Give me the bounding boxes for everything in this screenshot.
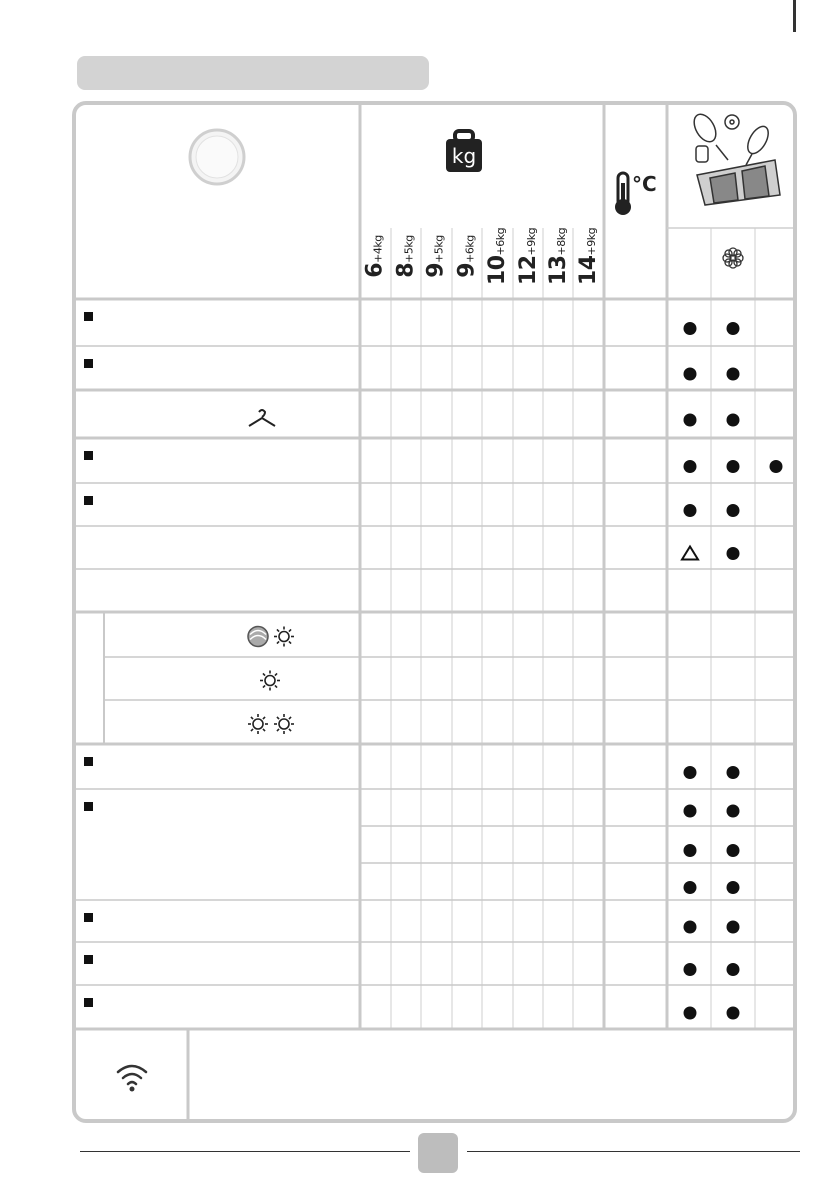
mark-dot [684, 460, 697, 473]
wifi-icon [118, 1066, 146, 1092]
detergent-drawer-icon [690, 111, 780, 205]
row-bullet [84, 802, 93, 811]
load-capacity-label [422, 221, 452, 291]
load-main: 10 [485, 254, 511, 285]
mark-dot [727, 547, 740, 560]
row-bullet [84, 998, 93, 1007]
load-unit: kg [433, 234, 447, 248]
row-bullet [84, 757, 93, 766]
load-main: 12 [516, 254, 542, 285]
load-capacity-label [453, 221, 483, 291]
mark-dot [727, 322, 740, 335]
mark-dot [684, 368, 697, 381]
load-unit: kg [494, 227, 508, 240]
load-unit: kg [372, 234, 386, 248]
load-unit: kg [525, 227, 539, 240]
row-bullet [84, 312, 93, 321]
load-capacity-label [574, 221, 604, 291]
row-bullet [84, 496, 93, 505]
load-sub: +6 [464, 247, 478, 263]
mark-dot [684, 921, 697, 934]
row-bullet [84, 955, 93, 964]
row-bullet [84, 913, 93, 922]
mark-dot [727, 460, 740, 473]
mark-dot [727, 766, 740, 779]
mark-dot [727, 414, 740, 427]
knob-icon [190, 130, 244, 184]
sun-icon [274, 714, 294, 734]
row-bullet [84, 451, 93, 460]
mark-dot [727, 921, 740, 934]
load-capacity-label [483, 221, 513, 291]
footer-rule-right [467, 1151, 800, 1152]
mark-dot [684, 766, 697, 779]
load-main: 9 [455, 262, 481, 278]
load-capacity-label [514, 221, 544, 291]
page-number-tab [418, 1133, 458, 1173]
load-capacity-label [544, 221, 574, 291]
weight-unit-label: kg [451, 144, 477, 168]
footer-rule-left [80, 1151, 410, 1152]
load-sub: +5 [433, 247, 447, 263]
wool-icon [248, 627, 268, 647]
mark-dot [727, 805, 740, 818]
temperature-unit-label: °C [632, 172, 657, 196]
mark-dot [684, 963, 697, 976]
load-capacity-label [392, 221, 422, 291]
mark-dot [684, 844, 697, 857]
row-bullet [84, 359, 93, 368]
mark-dot [684, 805, 697, 818]
load-sub: +9 [585, 239, 599, 255]
mark-dot [684, 504, 697, 517]
load-sub: +4 [372, 247, 386, 263]
sun-icon [248, 714, 268, 734]
mark-dot [684, 322, 697, 335]
load-main: 13 [546, 254, 572, 285]
load-sub: +8 [555, 239, 569, 255]
mark-dot [727, 504, 740, 517]
hanger-icon [249, 410, 275, 426]
load-unit: kg [555, 227, 569, 240]
mark-dot [727, 844, 740, 857]
mark-dot [727, 881, 740, 894]
mark-dot [727, 1007, 740, 1020]
load-sub: +5 [403, 247, 417, 263]
load-unit: kg [464, 234, 478, 248]
mark-dot [727, 368, 740, 381]
load-capacity-label [361, 221, 391, 291]
thermometer-icon [615, 173, 631, 215]
mark-dot [727, 963, 740, 976]
mark-dot [770, 460, 783, 473]
mark-dot [684, 414, 697, 427]
load-main: 9 [424, 262, 450, 278]
load-sub: +9 [525, 239, 539, 255]
mark-dot [684, 881, 697, 894]
sun-icon [274, 627, 294, 647]
load-main: 14 [576, 254, 602, 285]
flower-icon [723, 248, 743, 268]
load-sub: +6 [494, 239, 508, 255]
sun-icon [260, 671, 280, 691]
load-unit: kg [403, 234, 417, 248]
load-unit: kg [585, 227, 599, 240]
mark-dot [684, 1007, 697, 1020]
load-main: 8 [394, 262, 420, 278]
mark-triangle [682, 547, 698, 560]
load-main: 6 [363, 262, 389, 278]
